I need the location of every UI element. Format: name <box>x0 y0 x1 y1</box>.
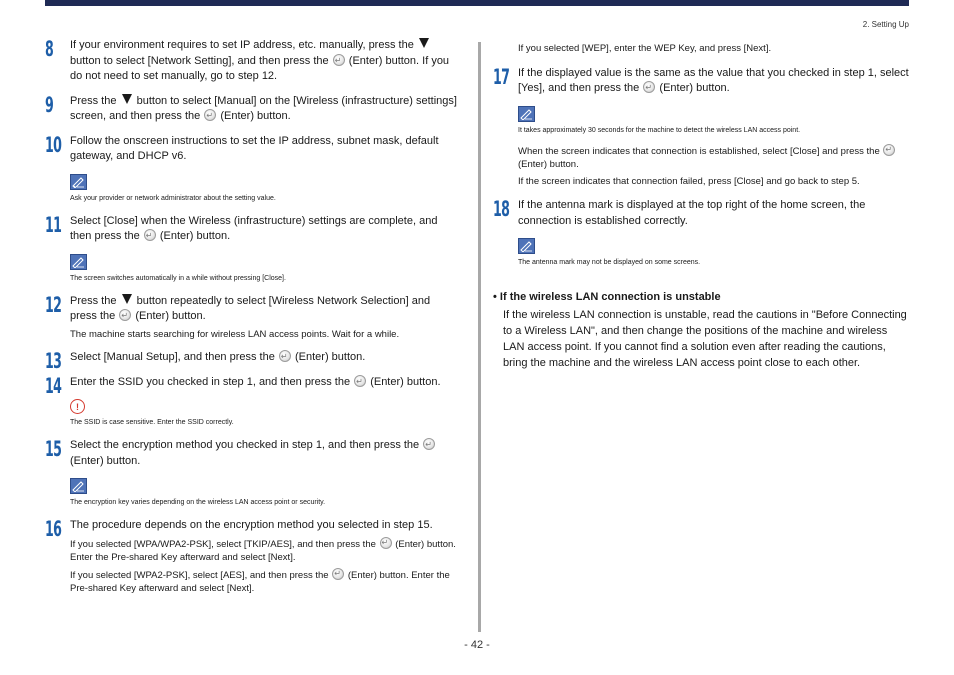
memo-note <box>70 478 460 508</box>
troubleshoot-bullet <box>493 290 911 371</box>
step-number: 8 <box>45 37 54 61</box>
enter-button-icon <box>423 438 435 450</box>
enter-button-icon <box>643 81 655 93</box>
step-subtext: (Enter) button. Enter the Pre-shared Key afterward and select [Next]. <box>70 569 450 594</box>
step-text: (Enter) button. <box>370 375 441 388</box>
step-16-continued <box>493 42 911 56</box>
step-number: 14 <box>45 373 62 398</box>
note-text: It takes approximately 30 seconds for the machine to detect the wireless LAN access point. <box>518 126 801 134</box>
step-10 <box>45 134 460 165</box>
memo-note <box>518 106 911 136</box>
step-number: 16 <box>45 517 62 541</box>
memo-note-icon <box>518 106 535 122</box>
step-number: 15 <box>45 437 62 461</box>
step-text: If the displayed value is the same as the value that you checked in step 1, select [Yes], and then press the <box>518 66 909 94</box>
section-header: 2. Setting Up <box>862 20 909 29</box>
step-subtext: When the screen indicates that connection is established, select [Close] and press the <box>518 145 880 157</box>
step-text: button to select [Network Setting], and then press the <box>70 54 329 67</box>
down-arrow-icon <box>419 38 429 48</box>
step-text: If your environment requires to set IP address, etc. manually, press the <box>70 39 414 51</box>
step-text: Select [Close] when the Wireless (infrastructure) settings are complete, and then press the <box>70 214 438 242</box>
step-11 <box>45 214 460 245</box>
step-number: 18 <box>493 197 510 221</box>
step-16 <box>45 518 460 596</box>
step-text: Press the <box>70 294 117 307</box>
step-text: Select [Manual Setup], and then press the <box>70 351 275 363</box>
enter-button-icon <box>333 54 345 66</box>
step-text: (Enter) button. <box>294 351 366 363</box>
enter-button-icon <box>204 109 216 121</box>
step-18 <box>493 198 911 229</box>
step-14 <box>45 373 460 398</box>
enter-button-icon <box>332 568 344 580</box>
bullet-title: If the wireless LAN connection is unstable <box>499 291 721 303</box>
step-number: 12 <box>45 292 62 317</box>
step-17-result <box>493 144 911 189</box>
bullet-body: If the wireless LAN connection is unstable, read the cautions in "Before Connecting to a Wireless LAN", and then change the positions of the machine and wireless LAN access point. If you cannot find a solution even after reading the cautions, bring the machine and the wireless LAN access point close to each other. <box>503 309 907 369</box>
memo-note-icon <box>70 174 87 190</box>
right-column <box>493 38 911 371</box>
memo-note-icon <box>70 254 87 270</box>
step-13 <box>45 349 460 373</box>
memo-note-icon <box>70 478 87 494</box>
step-9 <box>45 94 460 125</box>
step-subtext: The machine starts searching for wireless LAN access points. Wait for a while. <box>70 328 400 340</box>
top-bar <box>45 0 909 6</box>
step-number: 9 <box>45 92 54 117</box>
step-text: (Enter) button. <box>220 110 291 122</box>
enter-button-icon <box>119 309 131 321</box>
note-text: The screen switches automatically in a while without pressing [Close]. <box>70 274 286 282</box>
step-text: Enter the SSID you checked in step 1, and then press the <box>70 375 351 388</box>
step-8 <box>45 38 460 85</box>
step-subtext: If you selected [WPA2-PSK], select [AES], and then press the <box>70 569 329 581</box>
page-number: - 42 - <box>464 639 490 651</box>
caution-note <box>70 399 460 428</box>
note-text: The encryption key varies depending on the wireless LAN access point or security. <box>70 499 326 506</box>
step-text: The procedure depends on the encryption method you selected in step 15. <box>70 519 433 531</box>
step-subtext: (Enter) button. <box>518 159 579 170</box>
step-text: Press the <box>70 94 117 107</box>
step-text: Select the encryption method you checked in step 1, and then press the <box>70 439 420 451</box>
caution-icon: ! <box>70 399 85 414</box>
left-column <box>45 38 460 605</box>
note-text: The SSID is case sensitive. Enter the SSID correctly. <box>70 419 234 426</box>
step-text: If the antenna mark is displayed at the top right of the home screen, the connection is established correctly. <box>518 199 866 227</box>
step-text: (Enter) button. <box>159 230 231 242</box>
step-15 <box>45 438 460 469</box>
step-text: button repeatedly to select [Wireless Network Selection] and press the <box>70 294 431 322</box>
step-text: Follow the onscreen instructions to set the IP address, subnet mask, default gateway, and DHCP v6. <box>70 134 439 162</box>
memo-note <box>518 238 911 268</box>
step-17 <box>493 66 911 97</box>
enter-button-icon <box>883 144 895 156</box>
column-divider <box>478 42 481 632</box>
step-number: 17 <box>493 64 510 89</box>
step-number: 13 <box>45 349 62 373</box>
enter-button-icon <box>279 350 291 362</box>
memo-note <box>70 254 460 284</box>
step-number: 10 <box>45 132 62 157</box>
step-text: (Enter) button. <box>135 310 206 322</box>
step-text: (Enter) button. <box>70 454 141 467</box>
step-subtext: If the screen indicates that connection failed, press [Close] and go back to step 5. <box>518 175 860 187</box>
step-12 <box>45 294 460 342</box>
step-subtext: (Enter) button. Enter the Pre-shared Key afterward and select [Next]. <box>70 538 456 563</box>
enter-button-icon <box>144 229 156 241</box>
enter-button-icon <box>354 375 366 387</box>
note-text: The antenna mark may not be displayed on some screens. <box>518 259 701 266</box>
down-arrow-icon <box>122 294 132 304</box>
bullet-icon: • <box>493 291 500 303</box>
memo-note <box>70 174 460 204</box>
down-arrow-icon <box>122 94 132 104</box>
step-number: 11 <box>45 212 62 237</box>
step-text: (Enter) button. <box>659 82 730 94</box>
note-text: Ask your provider or network administrator about the setting value. <box>70 194 276 202</box>
step-text: (Enter) button. If you do not need to set manually, go to step 12. <box>70 54 450 82</box>
step-subtext: If you selected [WPA/WPA2-PSK], select [TKIP/AES], and then press the <box>70 538 376 550</box>
step-text: button to select [Manual] on the [Wireless (infrastructure) settings] screen, and then press the <box>70 94 457 122</box>
step-subtext: If you selected [WEP], enter the WEP Key, and press [Next]. <box>518 43 772 54</box>
memo-note-icon <box>518 238 535 254</box>
enter-button-icon <box>380 537 392 549</box>
